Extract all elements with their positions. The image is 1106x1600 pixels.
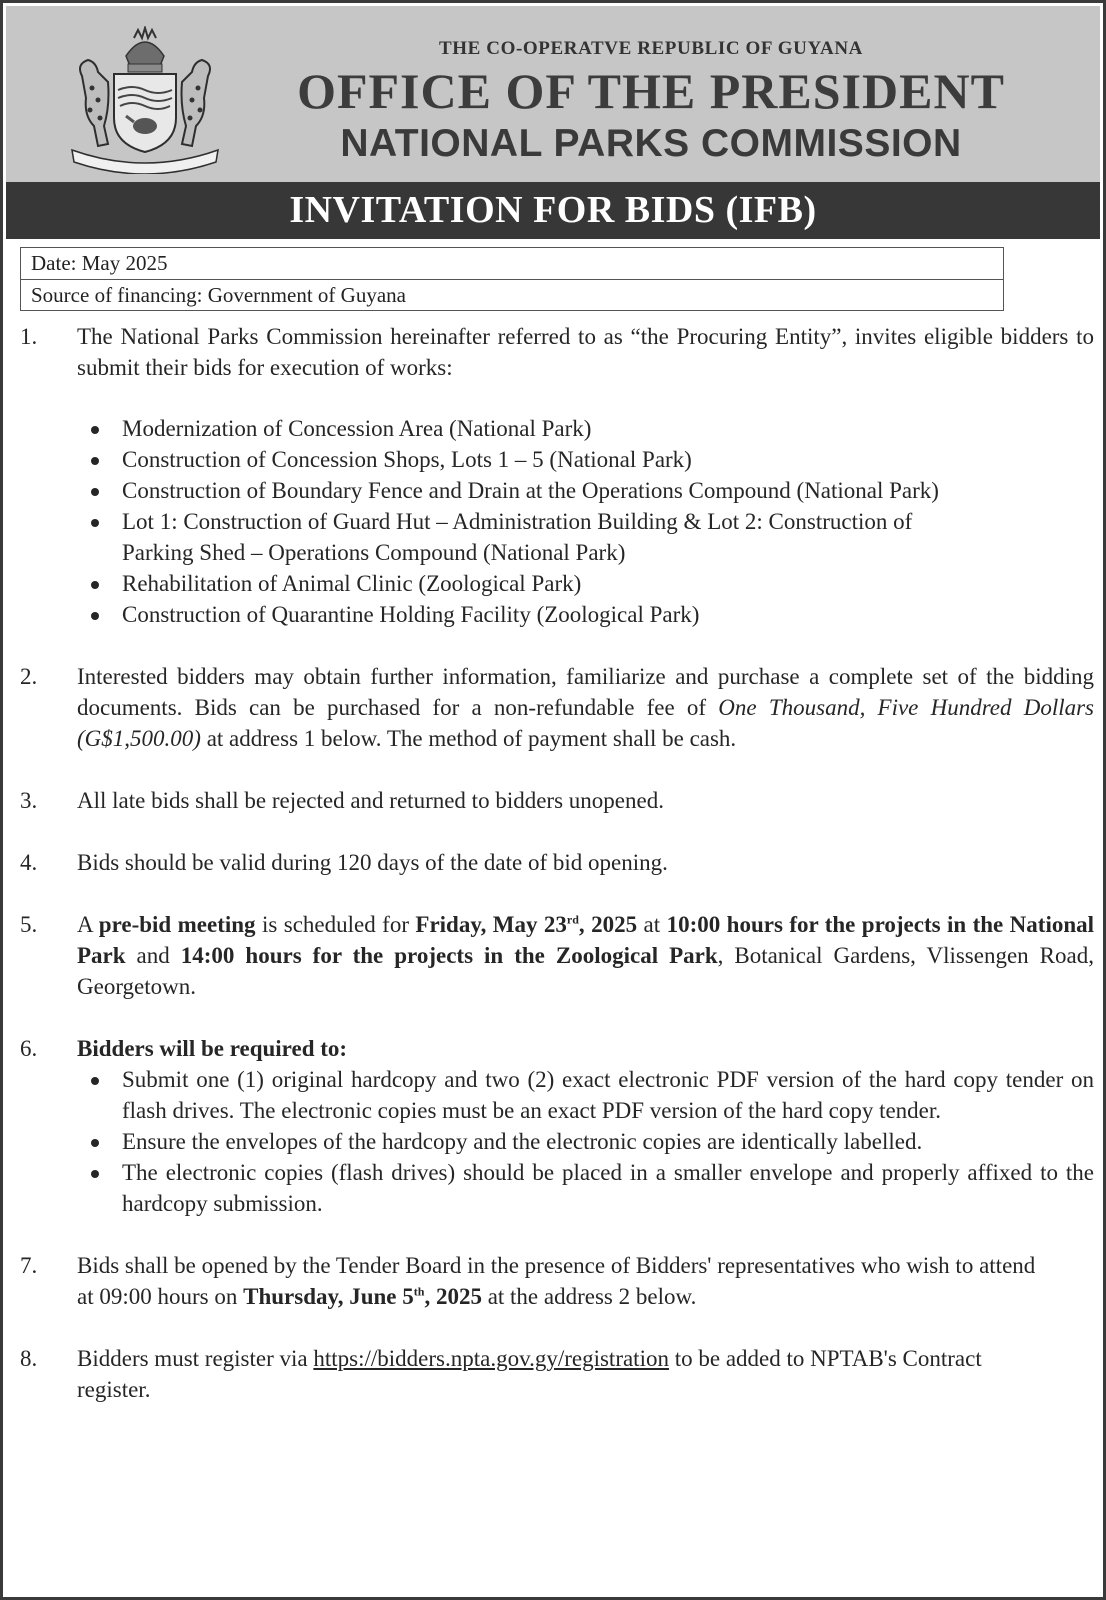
clause-7 (20, 1250, 1094, 1312)
list-item: Construction of Concession Shops, Lots 1 – 5 (National Park) (77, 444, 1094, 475)
clause-8 (20, 1343, 1094, 1405)
national-park-time: 10:00 hours for the projects in the National Park (77, 912, 1095, 968)
clause-text (77, 1250, 1044, 1312)
clause-number: 5. (20, 912, 38, 937)
clause-4 (20, 847, 1094, 878)
pre-bid-meeting-label: pre-bid meeting (98, 912, 256, 937)
commission-title: NATIONAL PARKS COMMISSION (340, 122, 962, 165)
date-suffix: th (413, 1284, 425, 1299)
clause-text-part: at the address 2 below. (481, 1284, 697, 1309)
requirements-list (77, 1064, 1094, 1219)
guyana-coat-of-arms-icon (64, 26, 226, 174)
meeting-date-year: , 2025 (578, 912, 638, 937)
clause-1 (20, 321, 1094, 630)
clause-3 (20, 785, 1094, 816)
list-item: Construction of Boundary Fence and Drain at the Operations Compound (National Park) (77, 475, 1094, 506)
clause-text-part: A (77, 912, 99, 937)
fee-amount: One Thousand, Five Hundred Dollars (G$1,500.00) (77, 695, 1095, 751)
clause-text: The National Parks Commission hereinafter referred to as “the Procuring Entity”, invites eligible bidders to submit their bids for execution of works: (77, 324, 1094, 380)
financing-row: Source of financing: Government of Guyana (21, 279, 1003, 310)
list-item: Lot 1: Construction of Guard Hut – Administration Building & Lot 2: Construction of Parking Shed – Operations Compound (National Park) (77, 506, 1094, 568)
clause-text: All late bids shall be rejected and returned to bidders unopened. (77, 788, 664, 813)
requirements-heading: Bidders will be required to: (77, 1036, 348, 1061)
clause-number: 8. (20, 1346, 38, 1371)
clause-number: 3. (20, 788, 38, 813)
list-item: Rehabilitation of Animal Clinic (Zoological Park) (77, 568, 1094, 599)
list-item: Submit one (1) original hardcopy and two (2) exact electronic PDF version of the hard copy tender on flash drives. The electronic copies must be an exact PDF version of the hard copy tender. (77, 1064, 1094, 1126)
clause-text-part: to be added to NPTAB's Contract register. (77, 1346, 982, 1402)
opening-date (243, 1284, 482, 1309)
clause-number: 2. (20, 664, 38, 689)
list-item: Ensure the envelopes of the hardcopy and the electronic copies are identically labelled. (77, 1126, 1094, 1157)
clause-text-part: Bids shall be opened by the Tender Board in the presence of Bidders' representatives who wish to attend at 09:00 hours on (77, 1253, 1036, 1309)
clause-6 (20, 1033, 1094, 1219)
clause-text-part: at address 1 below. The method of payment shall be cash. (200, 726, 737, 751)
clause-text-part: at (637, 912, 667, 937)
ifb-banner: INVITATION FOR BIDS (IFB) (6, 182, 1100, 239)
zoological-park-time: 14:00 hours for the projects in the Zoological Park (180, 943, 718, 968)
clause-text: Bids should be valid during 120 days of the date of bid opening. (77, 850, 668, 875)
clause-5 (20, 909, 1094, 1002)
clause-text (77, 661, 1094, 754)
date-suffix: rd (566, 912, 579, 927)
clause-2 (20, 661, 1094, 754)
clause-text-part: and (125, 943, 181, 968)
registration-link[interactable]: https://bidders.npta.gov.gy/registration (313, 1346, 669, 1371)
meeting-date (415, 912, 637, 937)
date-row: Date: May 2025 (31, 251, 168, 275)
clause-text-part: Bidders must register via (77, 1346, 314, 1371)
clause-text (77, 1343, 1024, 1405)
clause-number: 1. (20, 324, 38, 349)
works-list (77, 413, 1094, 630)
clause-number: 6. (20, 1036, 38, 1061)
list-item: The electronic copies (flash drives) should be placed in a smaller envelope and properly affixed to the hardcopy submission. (77, 1157, 1094, 1219)
clause-text-part: Interested bidders may obtain further information, familiarize and purchase a complete set of the bidding documents. Bids can be purchased for a non-refundable fee of (77, 664, 1094, 720)
office-title: OFFICE OF THE PRESIDENT (297, 63, 1005, 119)
clause-number: 7. (20, 1253, 38, 1278)
list-item: Construction of Quarantine Holding Facility (Zoological Park) (77, 599, 1094, 630)
header (6, 6, 1100, 182)
list-item: Modernization of Concession Area (National Park) (77, 413, 1094, 444)
clause-number: 4. (20, 850, 38, 875)
opening-date-day: Thursday, June 5 (243, 1284, 414, 1309)
clause-text-part: , Botanical Gardens, Vlissengen Road, Georgetown. (77, 943, 1094, 999)
info-table (20, 247, 1004, 311)
opening-date-year: , 2025 (424, 1284, 482, 1309)
republic-title: THE CO-OPERATVE REPUBLIC OF GUYANA (438, 38, 863, 59)
meeting-date-day: Friday, May 23 (415, 912, 567, 937)
notice-body (20, 321, 1094, 1405)
clause-text-part: is scheduled for (255, 912, 416, 937)
clause-text (77, 909, 1094, 1002)
